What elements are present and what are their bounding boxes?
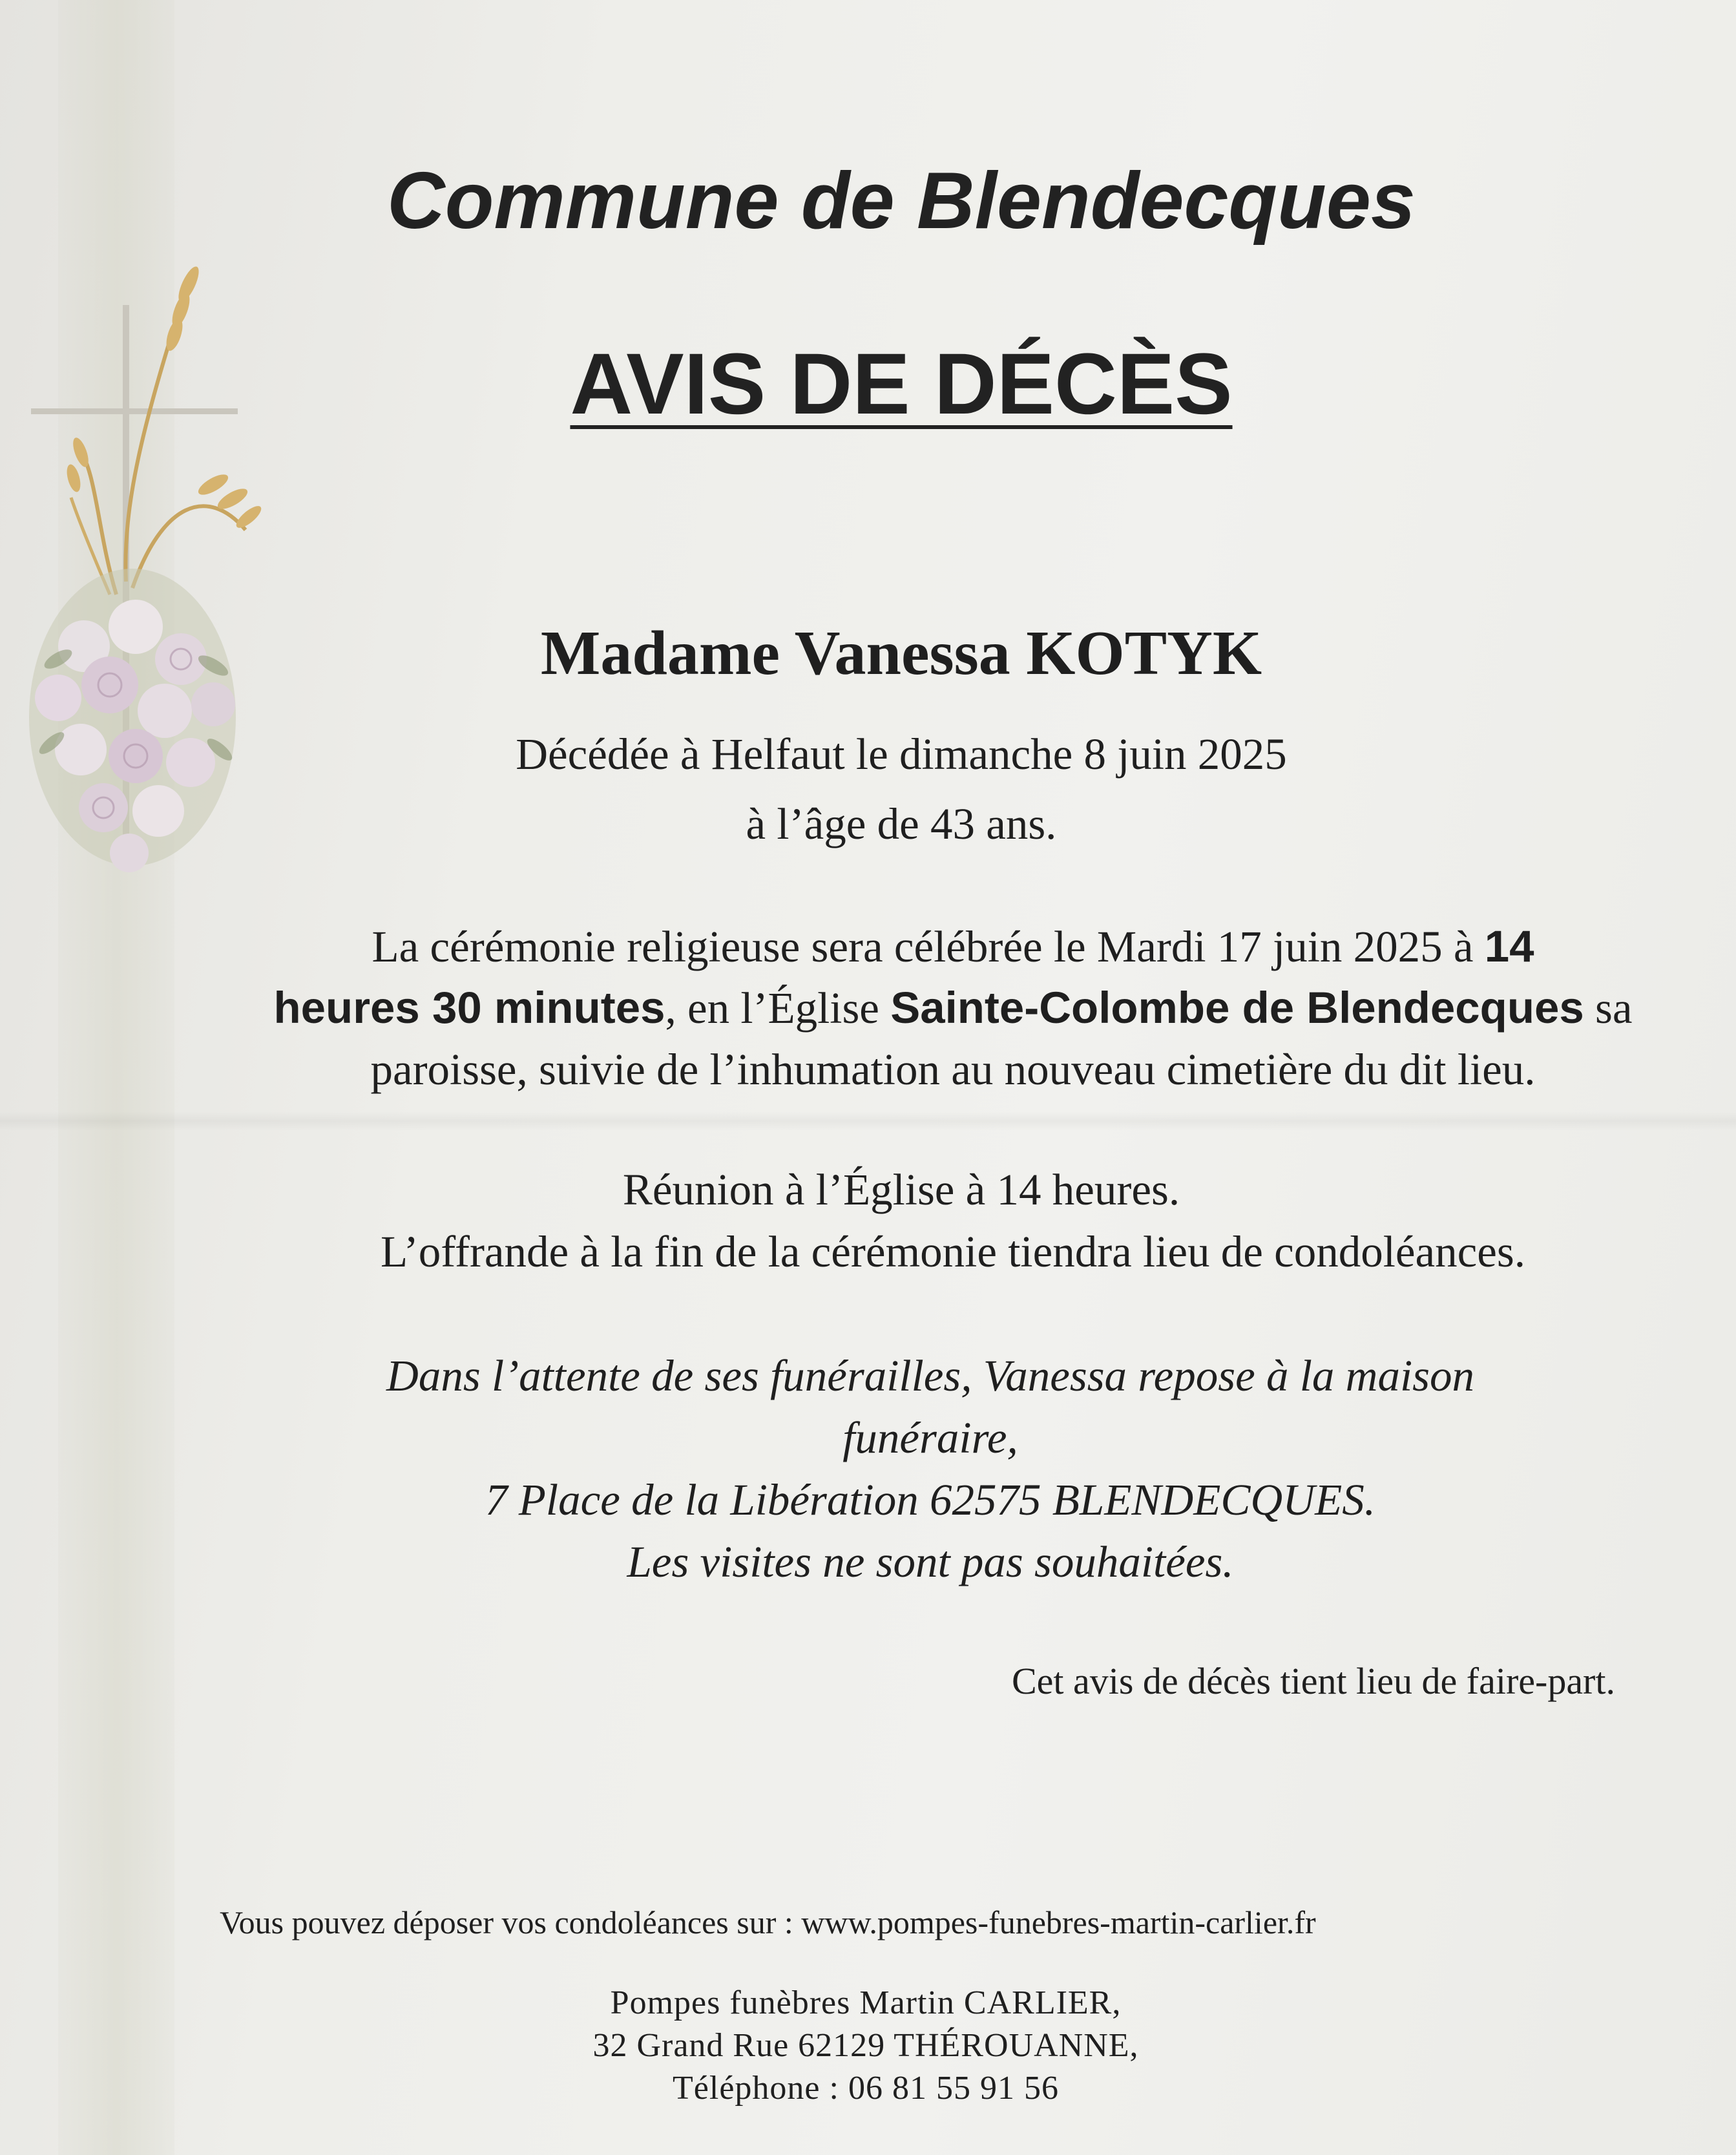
faire-part-notice: Cet avis de décès tient lieu de faire-part. [1011, 1660, 1615, 1702]
rest-line-1: Dans l’attente de ses funérailles, Vanessa repose à la maison [386, 1351, 1474, 1400]
ceremony-line-2 [220, 982, 1686, 1034]
ceremony-text-1: La cérémonie religieuse sera célébrée le Mardi 17 juin 2025 à [371, 922, 1485, 971]
ceremony-line-3: paroisse, suivie de l’inhumation au nouveau cimetière du dit lieu. [370, 1045, 1536, 1094]
rest-line-3: 7 Place de la Libération 62575 BLENDECQUES. [485, 1475, 1375, 1524]
title-text: AVIS DE DÉCÈS [570, 336, 1233, 432]
ceremony-text-3: sa [1584, 983, 1633, 1033]
death-date-line: Décédée à Helfaut le dimanche 8 juin 2025 [516, 730, 1287, 779]
age-line: à l’âge de 43 ans. [746, 799, 1057, 848]
funeral-home-name: Pompes funèbres Martin CARLIER, [610, 1984, 1122, 2021]
funeral-home-address: 32 Grand Rue 62129 THÉROUANNE, [592, 2027, 1139, 2064]
church-name: Sainte-Colombe de Blendecques [890, 983, 1584, 1033]
funeral-home-phone: Téléphone : 06 81 55 91 56 [673, 2070, 1059, 2107]
meeting-line-2: L’offrande à la fin de la cérémonie tiendra lieu de condoléances. [380, 1227, 1526, 1276]
ceremony-hour: 14 [1484, 921, 1534, 971]
page-title [258, 335, 1544, 434]
condolences-line: Vous pouvez déposer vos condoléances sur : www.pompes-funebres-martin-carlier.fr [220, 1904, 1316, 1940]
rest-line-4: Les visites ne sont pas souhaitées. [627, 1537, 1234, 1586]
rest-line-2: funéraire, [842, 1413, 1018, 1462]
ceremony-text-2: , en l’Église [665, 983, 891, 1033]
deceased-name: Madame Vanessa KOTYK [540, 618, 1262, 688]
cross-with-wheat-and-roses-icon [19, 258, 265, 879]
ceremony-line-1 [220, 921, 1686, 972]
meeting-line-1: Réunion à l’Église à 14 heures. [622, 1165, 1180, 1214]
commune-heading: Commune de Blendecques [387, 156, 1416, 246]
ceremony-time: heures 30 minutes [273, 983, 665, 1033]
